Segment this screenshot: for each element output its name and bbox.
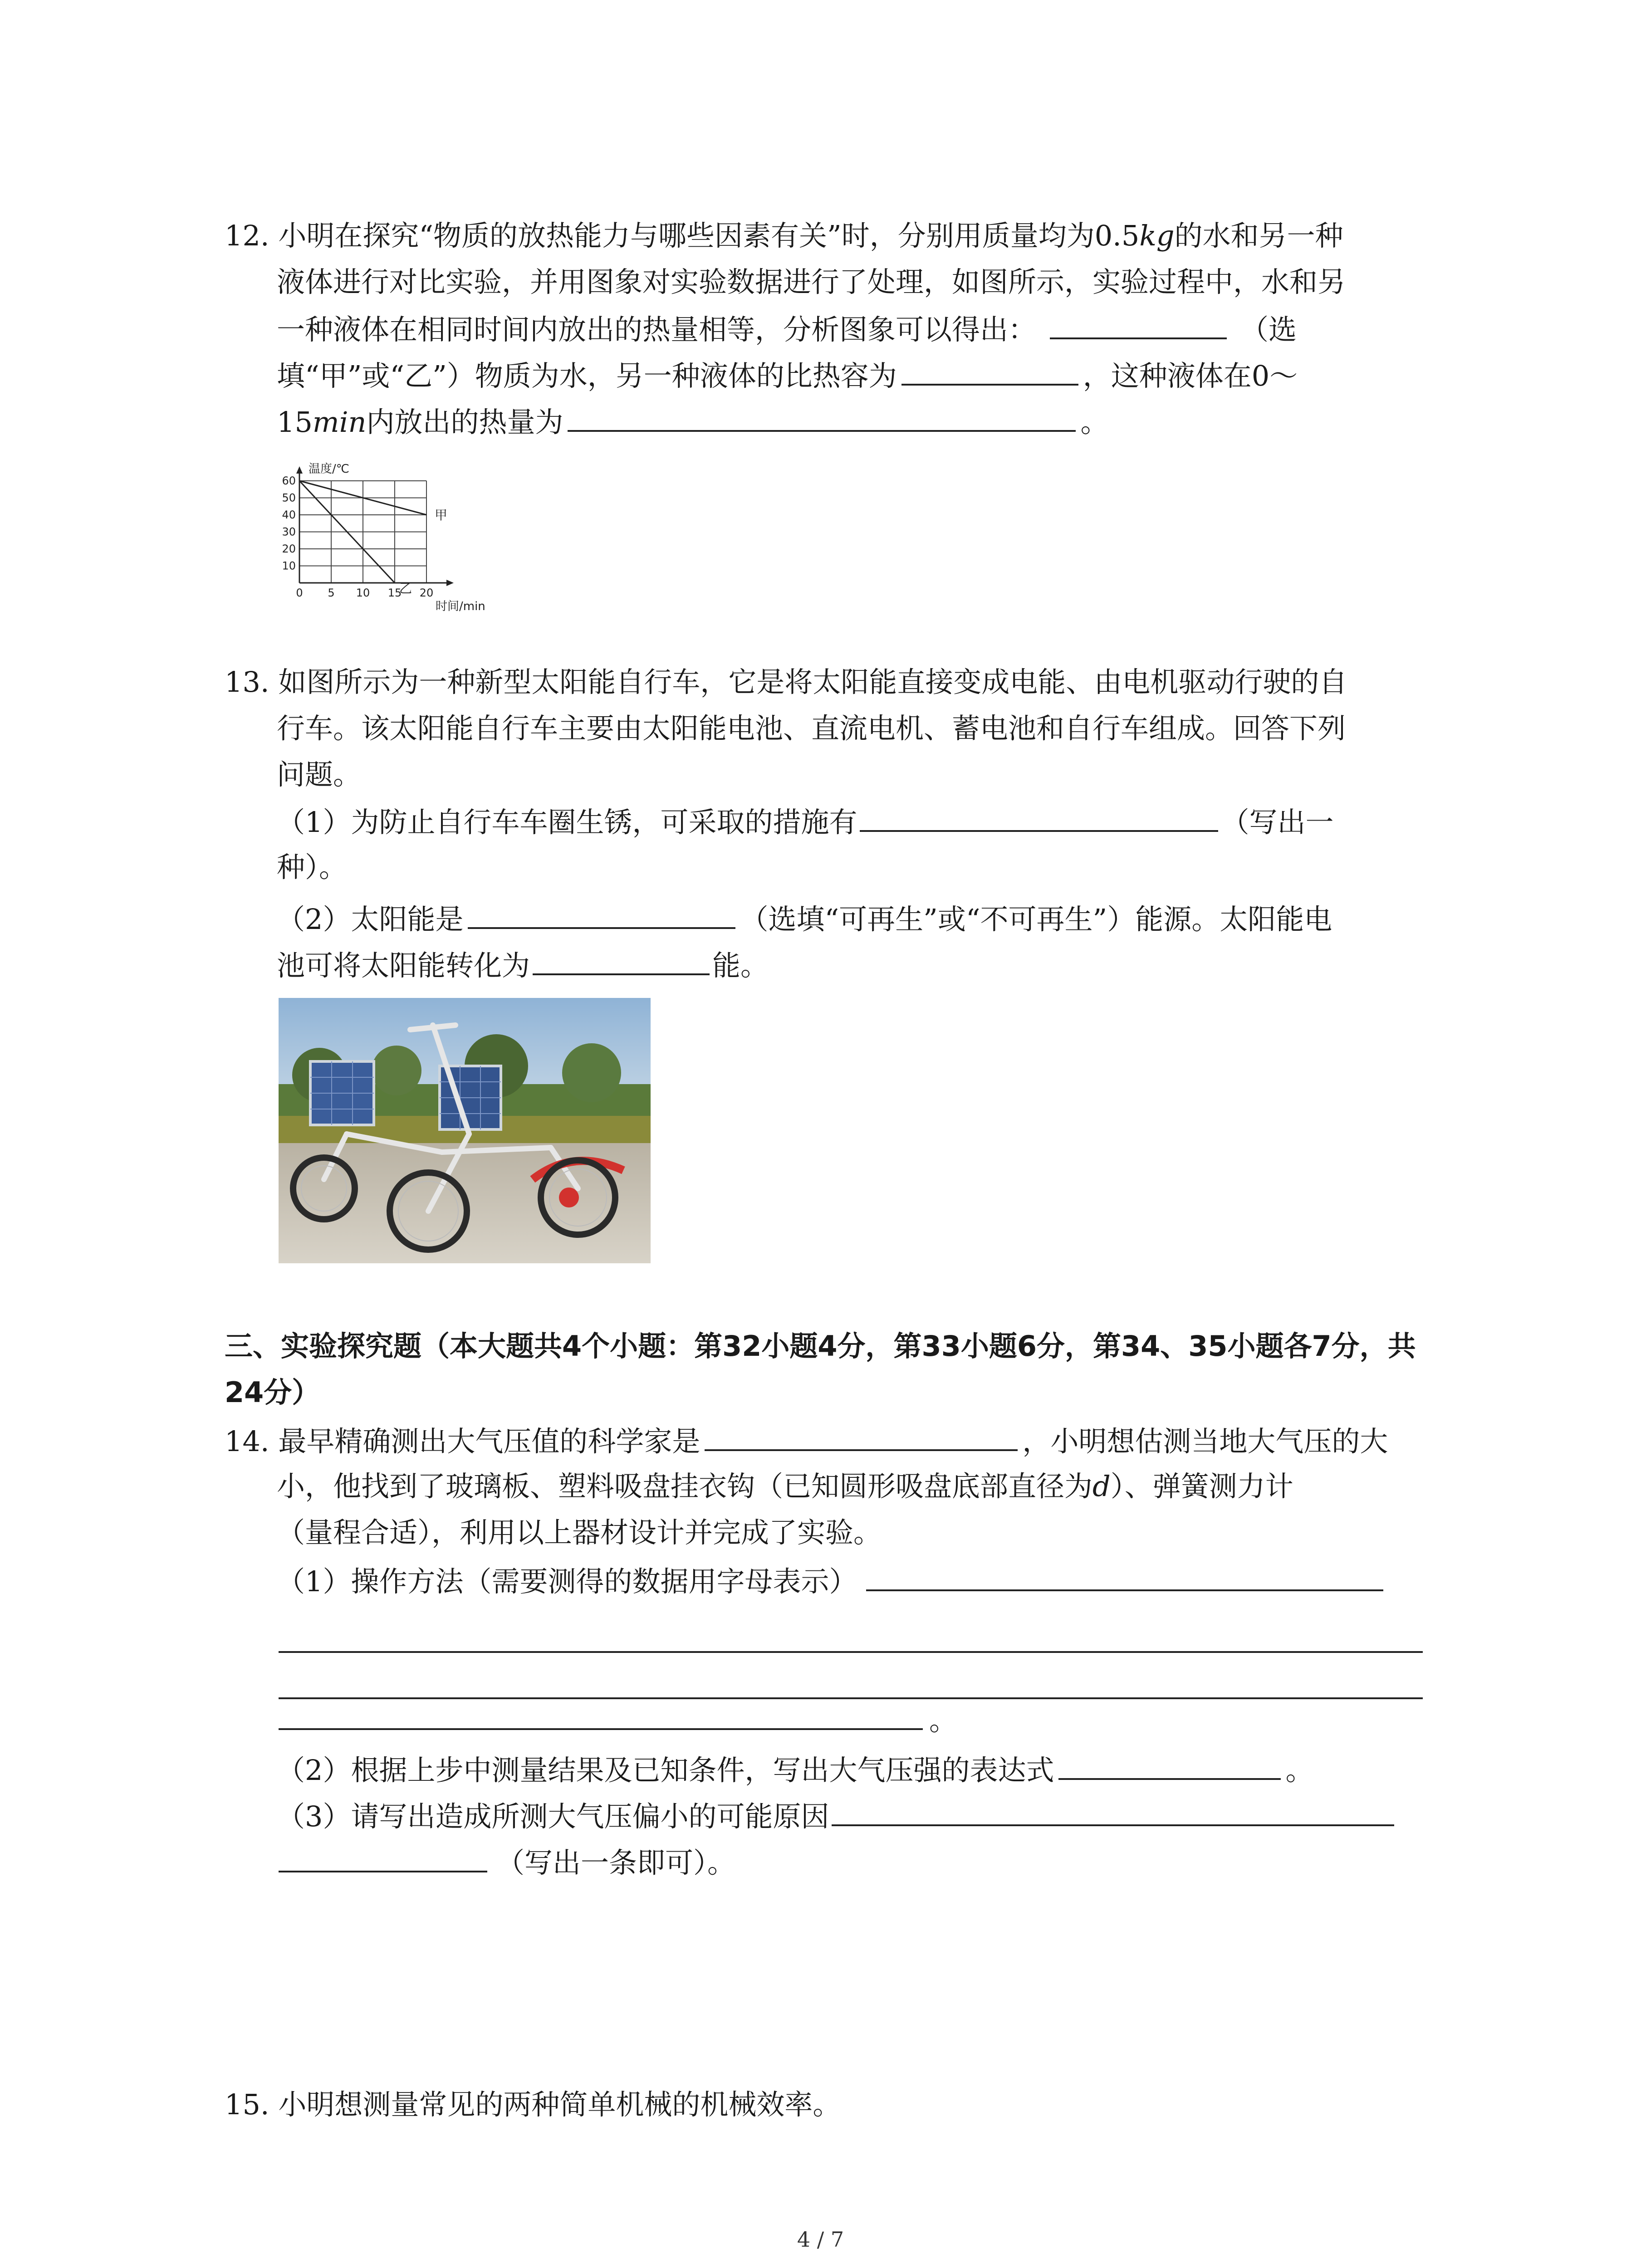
q12-text: 一种液体在相同时间内放出的热量相等，分析图象可以得出：	[277, 313, 1037, 346]
series-label-1: 乙	[399, 581, 412, 596]
q12-text: 填“甲”或“乙”）物质为水，另一种液体的比热容为	[277, 359, 897, 392]
x-tick-label: 0	[296, 587, 303, 599]
q14-line-3: （量程合适），利用以上器材设计并完成了实验。	[277, 1516, 882, 1549]
q14-text: （1）操作方法（需要测得的数据用字母表示）	[277, 1565, 857, 1598]
section-3-heading-cont: 24分）	[225, 1376, 320, 1409]
y-tick-label: 30	[282, 525, 296, 538]
q14-part-2	[277, 1746, 1313, 1793]
q14-text: 。	[1285, 1754, 1314, 1787]
q13-text: （2）太阳能是	[277, 903, 464, 936]
q14-blank-method-4[interactable]	[279, 1696, 923, 1730]
q14-part-1-end	[279, 1696, 957, 1743]
q12-text: 内放出的热量为	[366, 406, 563, 439]
chart-axes	[296, 466, 454, 586]
q14-variable-d: d	[1092, 1470, 1111, 1503]
q12-text: ，这种液体在0～	[1083, 359, 1298, 392]
q14-blank-reason-2[interactable]	[279, 1839, 487, 1872]
q14-text: ，小明想估测当地大气压的大	[1022, 1425, 1388, 1458]
q12-text: 15	[277, 406, 313, 439]
y-axis-label: 温度/℃	[309, 463, 349, 476]
q12-line-5	[277, 398, 1109, 445]
q14-text: （写出一条即可）。	[496, 1846, 736, 1879]
q12-mass: 0.5	[1094, 219, 1140, 252]
q14-text: 最早精确测出大气压值的科学家是	[278, 1425, 700, 1458]
q12-line-2: 液体进行对比实验，并用图象对实验数据进行了处理，如图所示，实验过程中，水和另	[277, 265, 1346, 298]
q12-unit-kg: kg	[1139, 219, 1175, 252]
q14-part-3	[277, 1793, 1394, 1839]
chart-grid	[299, 481, 426, 583]
section-3-heading: 三、实验探究题（本大题共4个小题：第32小题4分，第33小题6分，第34、35小题各7分，共	[225, 1330, 1416, 1363]
x-tick-label: 20	[419, 587, 434, 599]
q13-text: 池可将太阳能转化为	[277, 949, 530, 982]
q13-blank-3[interactable]	[533, 942, 710, 975]
q15-number: 15.	[225, 2088, 269, 2121]
q14-part-3-cont	[279, 1839, 735, 1886]
q12-blank-1[interactable]	[1050, 306, 1227, 339]
q14-text: ）、弹簧测力计	[1110, 1470, 1293, 1503]
q14-part-1	[277, 1558, 1383, 1604]
q12-text: 小明在探究“物质的放热能力与哪些因素有关”时，分别用质量均为	[278, 219, 1095, 252]
q13-text: （写出一	[1221, 806, 1334, 839]
q14-text: 。	[929, 1704, 958, 1737]
q13-line-3: 问题。	[277, 758, 362, 791]
q13-part-2	[277, 895, 1332, 942]
q13-text: 能。	[712, 949, 769, 982]
q12-number: 12.	[225, 219, 269, 252]
q14-line-1	[225, 1418, 1388, 1464]
x-tick-label: 15	[387, 587, 402, 599]
q14-blank-scientist[interactable]	[705, 1418, 1018, 1451]
q15-line-1	[225, 2082, 841, 2127]
q13-line-1	[225, 660, 1347, 705]
q12-blank-3[interactable]	[568, 398, 1076, 432]
q12-text: （选	[1240, 313, 1297, 346]
q14-number: 14.	[225, 1425, 269, 1458]
q14-blank-method-1[interactable]	[866, 1558, 1383, 1591]
q14-text: （2）根据上步中测量结果及已知条件，写出大气压强的表达式	[277, 1754, 1054, 1787]
y-tick-label: 10	[282, 559, 296, 572]
q14-blank-method-2[interactable]	[279, 1619, 1423, 1653]
solar-bicycle-illustration	[279, 998, 651, 1263]
y-tick-label: 20	[282, 543, 296, 555]
q12-text: 的水和另一种	[1174, 219, 1343, 252]
y-axis-arrow	[296, 466, 303, 474]
q14-blank-reason-1[interactable]	[832, 1793, 1394, 1826]
q14-blank-method-3[interactable]	[279, 1666, 1423, 1699]
page-number: 4 / 7	[797, 2227, 844, 2252]
q14-line-2	[277, 1464, 1293, 1509]
q13-part-1	[277, 798, 1333, 845]
q13-text: （1）为防止自行车车圈生锈，可采取的措施有	[277, 806, 857, 839]
temperature-time-chart	[272, 463, 526, 612]
q12-line-3	[277, 306, 1297, 352]
q12-blank-2[interactable]	[901, 352, 1078, 386]
y-tick-label: 60	[282, 474, 296, 487]
x-tick-label: 10	[356, 587, 370, 599]
q13-text: 如图所示为一种新型太阳能自行车，它是将太阳能直接变成电能、由电机驱动行驶的自	[278, 665, 1347, 699]
q12-unit-min: min	[312, 406, 367, 439]
q13-line-2: 行车。该太阳能自行车主要由太阳能电池、直流电机、蓄电池和自行车组成。回答下列	[277, 712, 1346, 745]
q13-part-2-cont	[277, 942, 769, 988]
q13-text: （选填“可再生”或“不可再生”）能源。太阳能电	[740, 903, 1332, 936]
y-tick-label: 50	[282, 491, 296, 504]
solar-bicycle-photo	[279, 998, 651, 1263]
q12-line-4	[277, 352, 1298, 399]
chart-labels	[282, 463, 485, 612]
x-tick-label: 5	[328, 587, 335, 599]
q13-number: 13.	[225, 665, 269, 699]
series-label-0: 甲	[435, 508, 448, 523]
q14-text: 小，他找到了玻璃板、塑料吸盘挂衣钩（已知圆形吸盘底部直径为	[277, 1470, 1093, 1503]
q15-text: 小明想测量常见的两种简单机械的机械效率。	[278, 2088, 841, 2121]
q13-part-1-cont: 种）。	[277, 850, 348, 884]
q14-text: （3）请写出造成所测大气压偏小的可能原因	[277, 1800, 829, 1833]
q13-blank-1[interactable]	[860, 798, 1218, 832]
q12-line-1	[225, 213, 1343, 259]
q12-text: 。	[1080, 406, 1109, 439]
y-tick-label: 40	[282, 508, 296, 521]
q13-blank-2[interactable]	[468, 895, 735, 929]
x-axis-label: 时间/min	[436, 600, 485, 612]
q14-blank-expression[interactable]	[1058, 1746, 1281, 1780]
x-axis-arrow	[446, 580, 454, 586]
